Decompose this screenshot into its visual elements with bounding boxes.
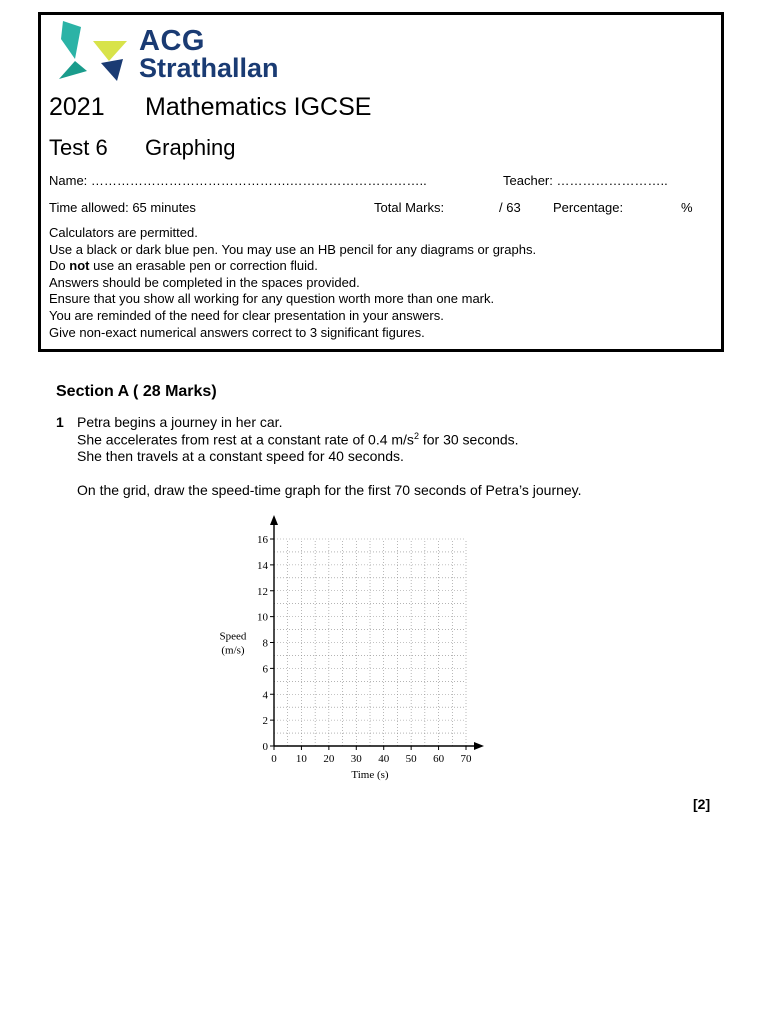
test-number: Test 6: [49, 135, 108, 160]
y-tick-label: 16: [257, 534, 268, 546]
x-tick-label: 60: [433, 753, 445, 765]
instruction-1: Calculators are permitted.: [49, 225, 198, 240]
question-marks: [2]: [693, 796, 711, 812]
question-number: 1: [56, 414, 64, 430]
x-tick-label: 0: [271, 753, 277, 765]
y-tick-label: 12: [257, 585, 268, 598]
y-tick-label: 8: [262, 637, 268, 650]
y-tick-label: 14: [257, 559, 268, 572]
logo-text-acg: ACG: [139, 25, 205, 57]
instructions: [49, 225, 536, 341]
question-line-1: Petra begins a journey in her car.: [77, 414, 283, 430]
total-marks-label: Total Marks:: [374, 200, 445, 215]
percentage-symbol: %: [681, 200, 693, 215]
y-axis-label-line1: Speed: [219, 630, 247, 643]
y-tick-label: 2: [262, 715, 268, 728]
instruction-3: Do not use an erasable pen or correction fluid.: [49, 258, 318, 274]
question-line-2: She accelerates from rest at a constant rate of 0.4 $m/s^2$ for 30 seconds.: [77, 431, 519, 448]
total-marks-value: / 63: [499, 200, 521, 215]
x-tick-label: 10: [295, 753, 307, 765]
school-logo: [57, 19, 287, 83]
instruction-5: Ensure that you show all working for any question worth more than one mark.: [49, 291, 495, 307]
percentage-label: Percentage:: [553, 200, 624, 215]
x-tick-label: 20: [323, 753, 335, 765]
x-tick-label: 40: [378, 753, 390, 765]
instruction-2: Use a black or dark blue pen. You may use an HB pencil for any diagrams or graphs.: [49, 241, 537, 257]
teacher-dots: ……………………..: [556, 173, 668, 188]
teacher-field[interactable]: [503, 173, 668, 188]
x-axis-arrow-icon: [474, 742, 484, 750]
teacher-label: Teacher:: [503, 173, 553, 188]
instruction-4: Answers should be completed in the spaces provided.: [49, 274, 360, 290]
name-field[interactable]: [49, 173, 427, 188]
speed-time-grid[interactable]: [200, 515, 500, 795]
y-axis-arrow-icon: [270, 515, 278, 525]
subject-title: Mathematics IGCSE: [145, 93, 372, 121]
y-tick-label: 6: [262, 663, 268, 676]
logo-text-strathallan: Strathallan: [139, 53, 279, 83]
y-tick-label: 4: [262, 689, 268, 702]
name-dots: ……………………………………….…………………………..: [90, 173, 427, 188]
y-axis-label-line2: (m/s): [221, 644, 245, 657]
x-tick-label: 70: [460, 753, 472, 765]
time-allowed: Time allowed: 65 minutes: [49, 200, 196, 215]
instruction-7: Give non-exact numerical answers correct to 3 significant figures.: [49, 324, 425, 340]
y-tick-label: 0: [262, 741, 268, 753]
x-tick-label: 50: [405, 753, 417, 765]
y-tick-label: 10: [257, 611, 268, 624]
question-line-3: She then travels at a constant speed for 40 seconds.: [77, 448, 404, 464]
instruction-6: You are reminded of the need for clear presentation in your answers.: [49, 307, 444, 323]
header-box: [38, 12, 724, 352]
section-heading: Section A ( 28 Marks): [56, 383, 217, 400]
logo-mark-icon: [57, 19, 137, 83]
x-axis-label: Time (s): [351, 769, 389, 781]
year: 2021: [49, 93, 105, 121]
x-tick-label: 30: [350, 753, 362, 765]
question-line-4: On the grid, draw the speed-time graph for the first 70 seconds of Petra’s journey.: [77, 482, 582, 498]
test-topic: Graphing: [145, 135, 236, 160]
name-label: Name:: [49, 173, 88, 188]
